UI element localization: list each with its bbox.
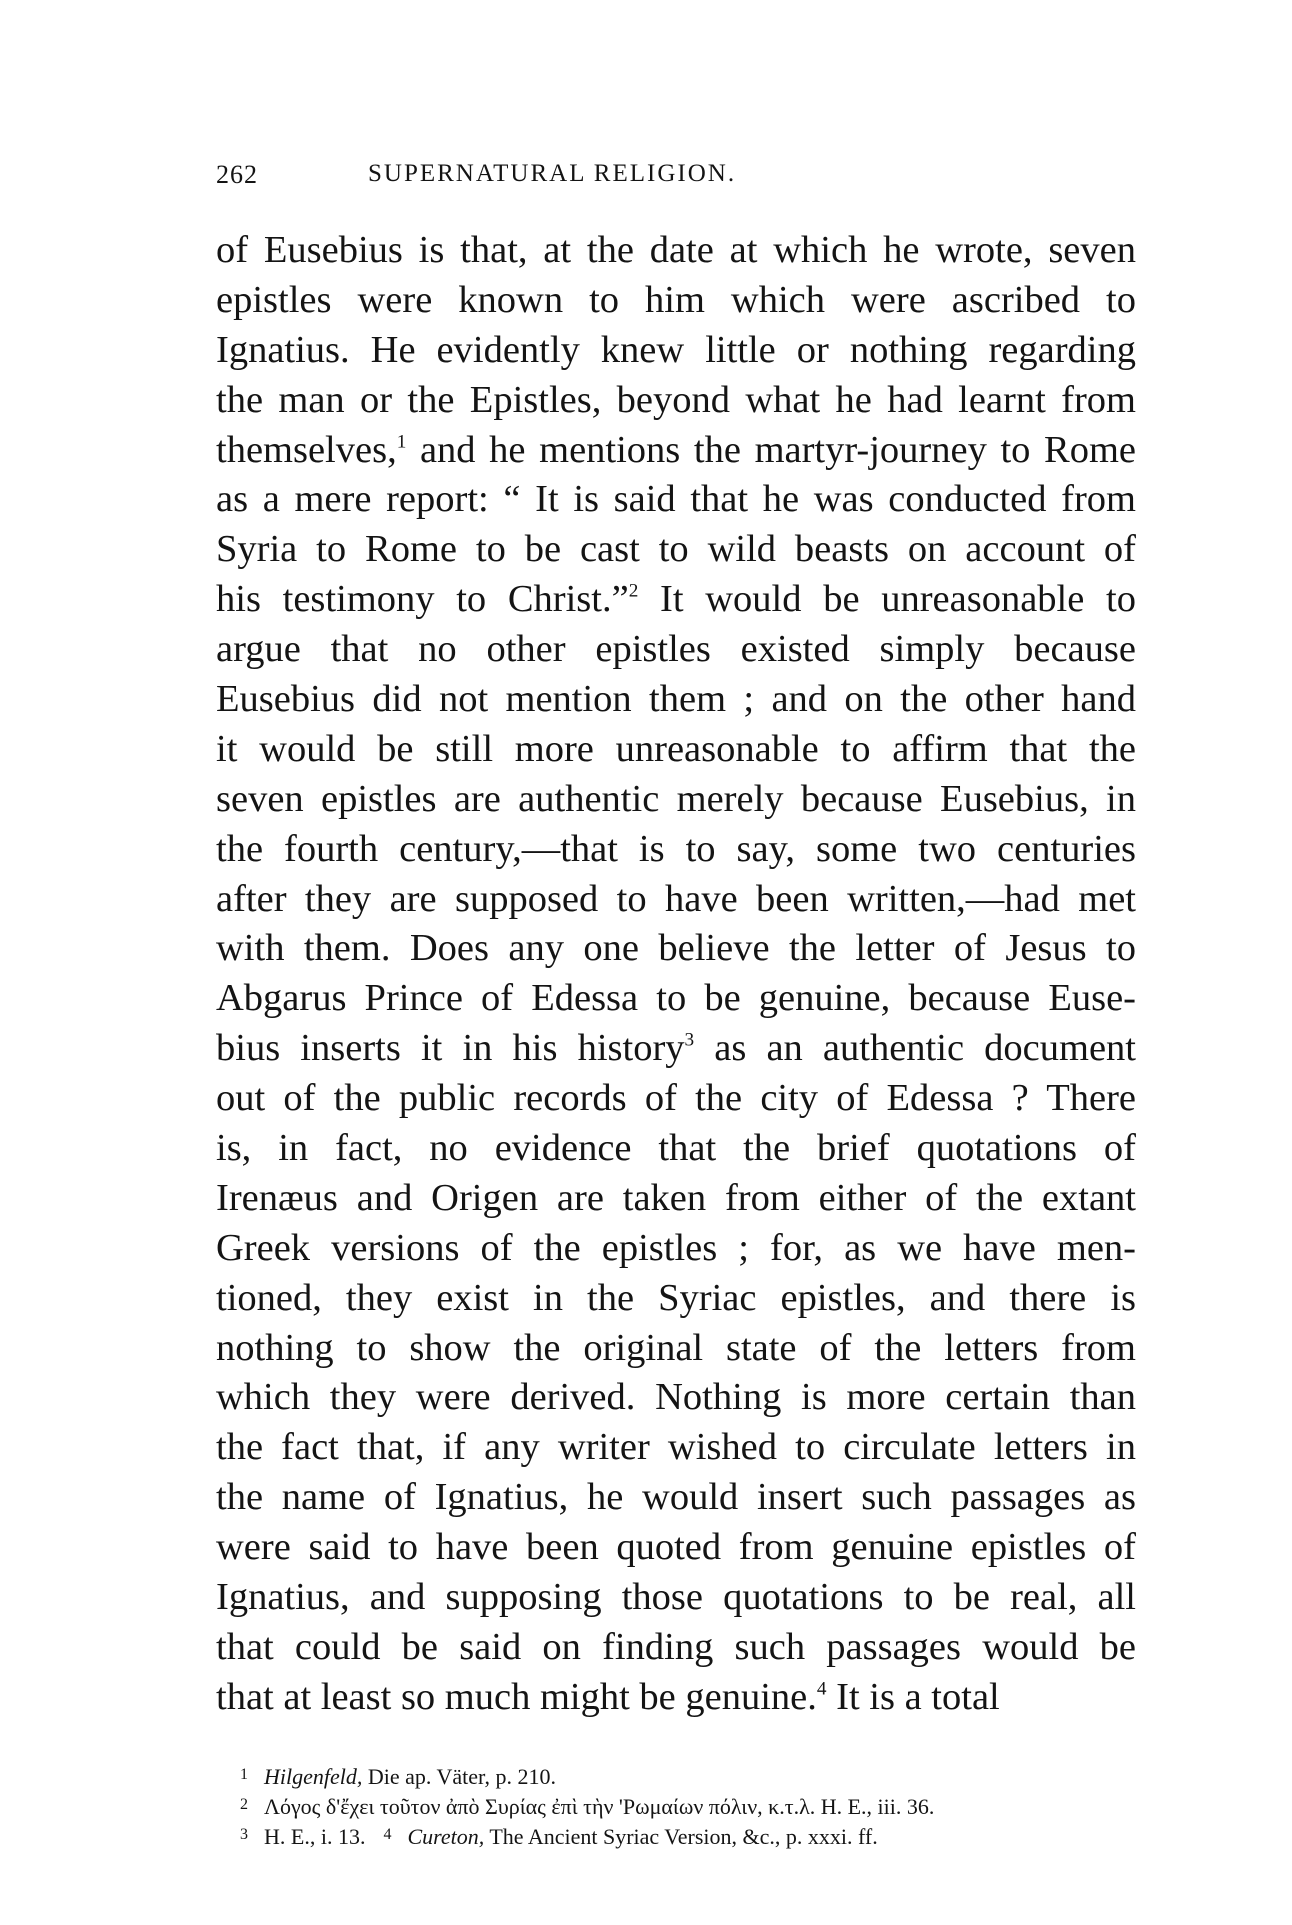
footnote bbox=[240, 1820, 1150, 1850]
footnote-text: Die ap. Väter, p. 210. bbox=[362, 1764, 556, 1789]
line-text: Syria to Rome to be cast to wild beasts on account of bbox=[216, 528, 1136, 571]
line-text: that could be said on finding such passages would be bbox=[216, 1625, 1136, 1668]
line-text: after they are supposed to have been written,—had met bbox=[216, 877, 1136, 920]
line-text: Ignatius, and supposing those quotations to be real, all bbox=[216, 1576, 1136, 1619]
text-line bbox=[216, 625, 1136, 675]
text-line bbox=[216, 924, 1136, 974]
text-line bbox=[216, 475, 1136, 525]
line-text: nothing to show the original state of the letters from bbox=[216, 1326, 1136, 1369]
text-line bbox=[216, 1024, 1136, 1074]
text-line bbox=[216, 775, 1136, 825]
line-text: argue that no other epistles existed simply because bbox=[216, 628, 1136, 671]
footnote-marker: 4 bbox=[383, 1826, 392, 1843]
running-title: SUPERNATURAL RELIGION. bbox=[368, 160, 737, 187]
line-text-continued: It is a total bbox=[826, 1675, 1000, 1718]
footnote-marker: 3 bbox=[240, 1826, 248, 1843]
text-line bbox=[216, 974, 1136, 1024]
footnote-reference[interactable]: 4 bbox=[816, 1678, 827, 1700]
line-text: it would be still more unreasonable to affirm that the bbox=[216, 727, 1136, 770]
line-text: the man or the Epistles, beyond what he had learnt from bbox=[216, 378, 1136, 421]
footnote-marker: 2 bbox=[240, 1796, 248, 1813]
page-number: 262 bbox=[216, 160, 258, 189]
page-header bbox=[216, 160, 936, 194]
text-line bbox=[216, 326, 1136, 376]
line-text: the name of Ignatius, he would insert such passages as bbox=[216, 1476, 1136, 1519]
footnote-text: The Ancient Syriac Version, &c., p. xxxi. ff. bbox=[484, 1824, 878, 1849]
line-text: tioned, they exist in the Syriac epistles, and there is bbox=[216, 1276, 1136, 1319]
text-line bbox=[216, 1274, 1136, 1324]
text-line bbox=[216, 825, 1136, 875]
footnote-reference[interactable]: 1 bbox=[396, 431, 407, 453]
text-line bbox=[216, 1473, 1136, 1523]
line-text: Greek versions of the epistles ; for, as we have men- bbox=[216, 1226, 1136, 1269]
text-line bbox=[216, 1373, 1136, 1423]
footnotes bbox=[240, 1760, 1150, 1850]
text-line bbox=[216, 575, 1136, 625]
footnote-author: Cureton, bbox=[407, 1824, 485, 1849]
footnote-text: H. E., i. 13. bbox=[264, 1824, 366, 1849]
line-text: is, in fact, no evidence that the brief quotations of bbox=[216, 1127, 1136, 1170]
line-text: with them. Does any one believe the letter of Jesus to bbox=[216, 927, 1136, 970]
text-line bbox=[216, 1573, 1136, 1623]
text-line bbox=[216, 426, 1136, 476]
line-text: that at least so much might be genuine. bbox=[216, 1675, 817, 1718]
text-line bbox=[216, 1224, 1136, 1274]
footnote-author: Hilgenfeld, bbox=[264, 1764, 363, 1789]
footnote-marker: 1 bbox=[240, 1766, 248, 1783]
line-text-continued: as an authentic document bbox=[694, 1027, 1136, 1070]
line-text: Irenæus and Origen are taken from either of the extant bbox=[216, 1176, 1136, 1219]
text-line bbox=[216, 1124, 1136, 1174]
line-text: epistles were known to him which were ascribed to bbox=[216, 278, 1136, 321]
line-text: seven epistles are authentic merely because Eusebius, in bbox=[216, 777, 1136, 820]
footnote-text: Λόγος δ'ἔχει τοῦτον ἀπὸ Συρίας ἐπὶ τὴν 'Ρωμαίων πόλιν, κ.τ.λ. H. E., iii. 36. bbox=[264, 1794, 935, 1819]
body-text bbox=[216, 226, 1136, 1723]
line-text: were said to have been quoted from genuine epistles of bbox=[216, 1526, 1136, 1569]
text-line bbox=[216, 875, 1136, 925]
line-text: of Eusebius is that, at the date at which he wrote, seven bbox=[216, 229, 1136, 271]
line-text: Abgarus Prince of Edessa to be genuine, because Euse- bbox=[216, 977, 1136, 1020]
line-text: as a mere report: “ It is said that he was conducted from bbox=[216, 478, 1136, 521]
line-text-continued: and he mentions the martyr-journey to Rome bbox=[406, 428, 1136, 471]
line-text: themselves, bbox=[216, 428, 397, 471]
text-line bbox=[216, 525, 1136, 575]
text-line bbox=[216, 725, 1136, 775]
line-text: his testimony to Christ.” bbox=[216, 578, 629, 621]
footnote bbox=[240, 1760, 1150, 1790]
footnote-reference[interactable]: 3 bbox=[684, 1029, 695, 1051]
line-text: Ignatius. He evidently knew little or nothing regarding bbox=[216, 328, 1136, 371]
text-line bbox=[216, 675, 1136, 725]
text-line bbox=[216, 276, 1136, 326]
line-text: out of the public records of the city of Edessa ? There bbox=[216, 1077, 1136, 1120]
line-text: Eusebius did not mention them ; and on the other hand bbox=[216, 678, 1136, 721]
footnote-reference[interactable]: 2 bbox=[628, 580, 639, 602]
text-line bbox=[216, 1074, 1136, 1124]
text-line bbox=[216, 1523, 1136, 1573]
text-line bbox=[216, 1174, 1136, 1224]
footnote bbox=[240, 1790, 1150, 1820]
line-text: bius inserts it in his history bbox=[216, 1027, 685, 1070]
text-line bbox=[216, 1423, 1136, 1473]
text-line bbox=[216, 1324, 1136, 1374]
text-line bbox=[216, 1673, 1136, 1723]
text-line bbox=[216, 226, 1136, 276]
line-text: which they were derived. Nothing is more certain than bbox=[216, 1376, 1136, 1419]
line-text: the fact that, if any writer wished to circulate letters in bbox=[216, 1426, 1136, 1469]
line-text-continued: It would be unreasonable to bbox=[638, 578, 1136, 621]
line-text: the fourth century,—that is to say, some two centuries bbox=[216, 827, 1136, 870]
text-line bbox=[216, 1623, 1136, 1673]
text-line bbox=[216, 376, 1136, 426]
